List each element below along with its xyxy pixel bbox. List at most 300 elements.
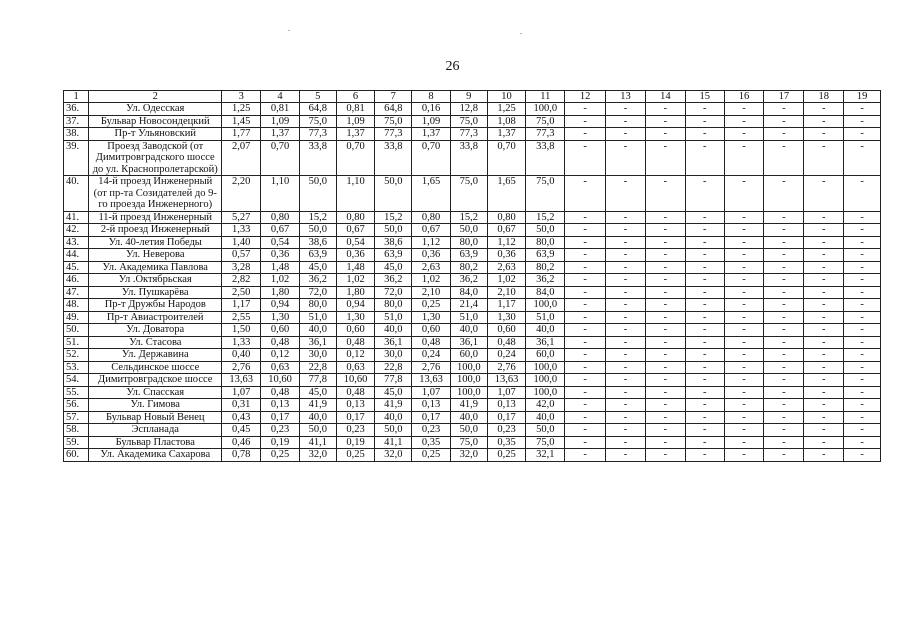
street-name: Бульвар Пластова <box>89 436 222 449</box>
street-name: Ул. Спасская <box>89 386 222 399</box>
value-cell: 0,48 <box>261 386 300 399</box>
value-cell: 60,0 <box>526 349 565 362</box>
value-cell: 1,02 <box>487 274 526 287</box>
empty-cell: - <box>565 261 606 274</box>
empty-cell: - <box>724 411 764 424</box>
empty-cell: - <box>645 399 685 412</box>
empty-cell: - <box>685 324 724 337</box>
table-row <box>64 361 881 374</box>
value-cell: 0,48 <box>412 336 451 349</box>
column-header: 1 <box>64 91 89 103</box>
street-name: Ул. Одесская <box>89 103 222 116</box>
empty-cell: - <box>685 374 724 387</box>
value-cell: 1,02 <box>412 274 451 287</box>
value-cell: 32,0 <box>299 449 336 462</box>
value-cell: 0,36 <box>412 249 451 262</box>
value-cell: 0,13 <box>336 399 375 412</box>
empty-cell: - <box>724 336 764 349</box>
empty-cell: - <box>804 115 844 128</box>
empty-cell: - <box>764 436 804 449</box>
value-cell: 1,09 <box>261 115 300 128</box>
column-header: 10 <box>487 91 526 103</box>
empty-cell: - <box>645 236 685 249</box>
empty-cell: - <box>804 211 844 224</box>
value-cell: 0,23 <box>261 424 300 437</box>
value-cell: 64,8 <box>375 103 412 116</box>
value-cell: 1,09 <box>336 115 375 128</box>
value-cell: 0,63 <box>261 361 300 374</box>
empty-cell: - <box>764 274 804 287</box>
empty-cell: - <box>804 411 844 424</box>
value-cell: 75,0 <box>299 115 336 128</box>
value-cell: 41,9 <box>299 399 336 412</box>
empty-cell: - <box>844 449 881 462</box>
row-number: 47. <box>64 286 89 299</box>
value-cell: 45,0 <box>375 261 412 274</box>
value-cell: 2,76 <box>222 361 261 374</box>
empty-cell: - <box>844 299 881 312</box>
empty-cell: - <box>565 299 606 312</box>
empty-cell: - <box>685 299 724 312</box>
value-cell: 41,1 <box>299 436 336 449</box>
value-cell: 1,10 <box>336 176 375 212</box>
value-cell: 63,9 <box>526 249 565 262</box>
empty-cell: - <box>606 236 646 249</box>
empty-cell: - <box>724 361 764 374</box>
table-row <box>64 249 881 262</box>
empty-cell: - <box>764 411 804 424</box>
empty-cell: - <box>804 311 844 324</box>
value-cell: 1,40 <box>222 236 261 249</box>
row-number: 36. <box>64 103 89 116</box>
value-cell: 75,0 <box>526 436 565 449</box>
empty-cell: - <box>645 176 685 212</box>
empty-cell: - <box>724 324 764 337</box>
column-header: 4 <box>261 91 300 103</box>
value-cell: 38,6 <box>299 236 336 249</box>
value-cell: 32,0 <box>375 449 412 462</box>
empty-cell: - <box>565 176 606 212</box>
value-cell: 77,8 <box>299 374 336 387</box>
value-cell: 100,0 <box>450 386 487 399</box>
value-cell: 0,70 <box>261 140 300 176</box>
table-row <box>64 299 881 312</box>
value-cell: 0,25 <box>412 299 451 312</box>
empty-cell: - <box>606 411 646 424</box>
street-name: Эспланада <box>89 424 222 437</box>
value-cell: 75,0 <box>375 115 412 128</box>
empty-cell: - <box>844 424 881 437</box>
empty-cell: - <box>804 140 844 176</box>
value-cell: 1,30 <box>261 311 300 324</box>
value-cell: 0,43 <box>222 411 261 424</box>
empty-cell: - <box>606 211 646 224</box>
empty-cell: - <box>685 176 724 212</box>
value-cell: 1,77 <box>222 128 261 141</box>
empty-cell: - <box>724 249 764 262</box>
empty-cell: - <box>685 411 724 424</box>
empty-cell: - <box>645 436 685 449</box>
table-row <box>64 399 881 412</box>
value-cell: 2,10 <box>412 286 451 299</box>
value-cell: 0,13 <box>412 399 451 412</box>
empty-cell: - <box>685 336 724 349</box>
empty-cell: - <box>724 115 764 128</box>
row-number: 45. <box>64 261 89 274</box>
value-cell: 1,25 <box>487 103 526 116</box>
value-cell: 0,17 <box>336 411 375 424</box>
empty-cell: - <box>565 449 606 462</box>
street-name: 14-й проезд Инженерный (от пр-та Созидателей до 9-го проезда Инженерного) <box>89 176 222 212</box>
empty-cell: - <box>724 274 764 287</box>
value-cell: 0,48 <box>261 336 300 349</box>
empty-cell: - <box>724 374 764 387</box>
value-cell: 50,0 <box>299 424 336 437</box>
value-cell: 100,0 <box>526 386 565 399</box>
value-cell: 2,20 <box>222 176 261 212</box>
empty-cell: - <box>844 436 881 449</box>
empty-cell: - <box>844 274 881 287</box>
value-cell: 33,8 <box>299 140 336 176</box>
table-header-row <box>64 91 881 103</box>
row-number: 54. <box>64 374 89 387</box>
value-cell: 36,1 <box>299 336 336 349</box>
empty-cell: - <box>645 103 685 116</box>
table-row <box>64 411 881 424</box>
value-cell: 0,54 <box>261 236 300 249</box>
empty-cell: - <box>565 140 606 176</box>
value-cell: 0,36 <box>261 249 300 262</box>
value-cell: 0,19 <box>261 436 300 449</box>
street-name: Димитровградское шоссе <box>89 374 222 387</box>
empty-cell: - <box>724 436 764 449</box>
empty-cell: - <box>685 115 724 128</box>
column-header: 17 <box>764 91 804 103</box>
value-cell: 77,3 <box>375 128 412 141</box>
empty-cell: - <box>606 424 646 437</box>
row-number: 53. <box>64 361 89 374</box>
empty-cell: - <box>565 374 606 387</box>
row-number: 51. <box>64 336 89 349</box>
value-cell: 15,2 <box>526 211 565 224</box>
value-cell: 0,24 <box>487 349 526 362</box>
value-cell: 1,12 <box>487 236 526 249</box>
column-header: 7 <box>375 91 412 103</box>
column-header: 12 <box>565 91 606 103</box>
street-name: Ул. Пушкарёва <box>89 286 222 299</box>
empty-cell: - <box>844 324 881 337</box>
table-row <box>64 286 881 299</box>
value-cell: 2,50 <box>222 286 261 299</box>
value-cell: 51,0 <box>299 311 336 324</box>
empty-cell: - <box>645 249 685 262</box>
value-cell: 0,35 <box>412 436 451 449</box>
row-number: 50. <box>64 324 89 337</box>
value-cell: 0,60 <box>336 324 375 337</box>
empty-cell: - <box>844 128 881 141</box>
value-cell: 32,0 <box>450 449 487 462</box>
value-cell: 13,63 <box>222 374 261 387</box>
empty-cell: - <box>565 103 606 116</box>
empty-cell: - <box>804 399 844 412</box>
empty-cell: - <box>645 128 685 141</box>
value-cell: 1,30 <box>487 311 526 324</box>
row-number: 43. <box>64 236 89 249</box>
value-cell: 1,07 <box>487 386 526 399</box>
empty-cell: - <box>844 399 881 412</box>
empty-cell: - <box>606 140 646 176</box>
value-cell: 1,37 <box>412 128 451 141</box>
value-cell: 45,0 <box>299 261 336 274</box>
empty-cell: - <box>685 399 724 412</box>
table-row <box>64 324 881 337</box>
value-cell: 50,0 <box>375 424 412 437</box>
value-cell: 50,0 <box>375 176 412 212</box>
value-cell: 0,48 <box>336 336 375 349</box>
value-cell: 0,60 <box>487 324 526 337</box>
value-cell: 36,2 <box>375 274 412 287</box>
table-row <box>64 261 881 274</box>
value-cell: 75,0 <box>450 115 487 128</box>
row-number: 48. <box>64 299 89 312</box>
row-number: 60. <box>64 449 89 462</box>
value-cell: 50,0 <box>450 224 487 237</box>
row-number: 55. <box>64 386 89 399</box>
value-cell: 22,8 <box>299 361 336 374</box>
empty-cell: - <box>565 128 606 141</box>
value-cell: 100,0 <box>526 361 565 374</box>
value-cell: 2,10 <box>487 286 526 299</box>
value-cell: 63,9 <box>299 249 336 262</box>
empty-cell: - <box>724 140 764 176</box>
value-cell: 80,0 <box>375 299 412 312</box>
value-cell: 0,24 <box>412 349 451 362</box>
empty-cell: - <box>844 374 881 387</box>
empty-cell: - <box>685 424 724 437</box>
value-cell: 77,3 <box>299 128 336 141</box>
value-cell: 0,23 <box>487 424 526 437</box>
column-header: 16 <box>724 91 764 103</box>
empty-cell: - <box>764 311 804 324</box>
value-cell: 0,48 <box>336 386 375 399</box>
empty-cell: - <box>645 361 685 374</box>
empty-cell: - <box>685 224 724 237</box>
empty-cell: - <box>685 286 724 299</box>
value-cell: 50,0 <box>526 424 565 437</box>
empty-cell: - <box>565 236 606 249</box>
empty-cell: - <box>685 211 724 224</box>
value-cell: 0,94 <box>336 299 375 312</box>
value-cell: 1,10 <box>261 176 300 212</box>
roads-table <box>63 90 881 462</box>
value-cell: 0,12 <box>261 349 300 362</box>
column-header: 3 <box>222 91 261 103</box>
value-cell: 1,80 <box>336 286 375 299</box>
empty-cell: - <box>685 274 724 287</box>
value-cell: 2,07 <box>222 140 261 176</box>
value-cell: 0,80 <box>336 211 375 224</box>
value-cell: 75,0 <box>450 436 487 449</box>
empty-cell: - <box>606 386 646 399</box>
value-cell: 0,25 <box>412 449 451 462</box>
column-header: 5 <box>299 91 336 103</box>
empty-cell: - <box>764 176 804 212</box>
empty-cell: - <box>685 140 724 176</box>
empty-cell: - <box>804 361 844 374</box>
empty-cell: - <box>764 336 804 349</box>
value-cell: 1,48 <box>261 261 300 274</box>
value-cell: 40,0 <box>299 411 336 424</box>
empty-cell: - <box>804 436 844 449</box>
empty-cell: - <box>804 274 844 287</box>
value-cell: 0,13 <box>487 399 526 412</box>
value-cell: 2,63 <box>487 261 526 274</box>
empty-cell: - <box>724 211 764 224</box>
table-row <box>64 449 881 462</box>
empty-cell: - <box>724 399 764 412</box>
table-row <box>64 349 881 362</box>
value-cell: 0,70 <box>336 140 375 176</box>
value-cell: 1,33 <box>222 336 261 349</box>
value-cell: 60,0 <box>450 349 487 362</box>
empty-cell: - <box>764 299 804 312</box>
empty-cell: - <box>565 274 606 287</box>
value-cell: 36,2 <box>450 274 487 287</box>
value-cell: 22,8 <box>375 361 412 374</box>
empty-cell: - <box>606 374 646 387</box>
row-number: 44. <box>64 249 89 262</box>
table-row <box>64 103 881 116</box>
street-name: Сельдинское шоссе <box>89 361 222 374</box>
value-cell: 0,46 <box>222 436 261 449</box>
empty-cell: - <box>685 386 724 399</box>
value-cell: 5,27 <box>222 211 261 224</box>
empty-cell: - <box>606 115 646 128</box>
empty-cell: - <box>764 115 804 128</box>
street-name: Ул. Доватора <box>89 324 222 337</box>
value-cell: 77,3 <box>526 128 565 141</box>
empty-cell: - <box>804 424 844 437</box>
value-cell: 0,17 <box>412 411 451 424</box>
value-cell: 2,76 <box>487 361 526 374</box>
value-cell: 0,13 <box>261 399 300 412</box>
value-cell: 80,2 <box>450 261 487 274</box>
empty-cell: - <box>565 211 606 224</box>
scan-speck <box>520 33 522 34</box>
street-name: Пр-т Ульяновский <box>89 128 222 141</box>
empty-cell: - <box>804 299 844 312</box>
row-number: 56. <box>64 399 89 412</box>
empty-cell: - <box>685 349 724 362</box>
empty-cell: - <box>685 103 724 116</box>
empty-cell: - <box>565 436 606 449</box>
value-cell: 1,07 <box>412 386 451 399</box>
value-cell: 0,23 <box>412 424 451 437</box>
empty-cell: - <box>844 261 881 274</box>
value-cell: 15,2 <box>450 211 487 224</box>
value-cell: 75,0 <box>526 176 565 212</box>
value-cell: 1,80 <box>261 286 300 299</box>
empty-cell: - <box>724 424 764 437</box>
empty-cell: - <box>724 449 764 462</box>
empty-cell: - <box>565 249 606 262</box>
empty-cell: - <box>645 449 685 462</box>
value-cell: 100,0 <box>526 299 565 312</box>
empty-cell: - <box>804 261 844 274</box>
column-header: 14 <box>645 91 685 103</box>
value-cell: 0,25 <box>261 449 300 462</box>
value-cell: 80,0 <box>526 236 565 249</box>
value-cell: 0,81 <box>261 103 300 116</box>
value-cell: 0,57 <box>222 249 261 262</box>
empty-cell: - <box>606 249 646 262</box>
empty-cell: - <box>804 349 844 362</box>
row-number: 41. <box>64 211 89 224</box>
value-cell: 0,16 <box>412 103 451 116</box>
value-cell: 13,63 <box>487 374 526 387</box>
value-cell: 2,76 <box>412 361 451 374</box>
value-cell: 15,2 <box>299 211 336 224</box>
empty-cell: - <box>844 286 881 299</box>
value-cell: 40,0 <box>450 324 487 337</box>
value-cell: 0,17 <box>261 411 300 424</box>
table-row <box>64 236 881 249</box>
value-cell: 0,54 <box>336 236 375 249</box>
empty-cell: - <box>764 103 804 116</box>
empty-cell: - <box>645 374 685 387</box>
value-cell: 0,70 <box>412 140 451 176</box>
empty-cell: - <box>685 261 724 274</box>
empty-cell: - <box>724 311 764 324</box>
value-cell: 1,65 <box>487 176 526 212</box>
value-cell: 1,65 <box>412 176 451 212</box>
empty-cell: - <box>645 140 685 176</box>
empty-cell: - <box>606 261 646 274</box>
value-cell: 12,8 <box>450 103 487 116</box>
value-cell: 2,82 <box>222 274 261 287</box>
empty-cell: - <box>606 274 646 287</box>
table-row <box>64 274 881 287</box>
empty-cell: - <box>565 224 606 237</box>
empty-cell: - <box>565 399 606 412</box>
street-name: Пр-т Дружбы Народов <box>89 299 222 312</box>
empty-cell: - <box>764 386 804 399</box>
value-cell: 64,8 <box>299 103 336 116</box>
value-cell: 1,33 <box>222 224 261 237</box>
table-row <box>64 128 881 141</box>
street-name: Ул. Державина <box>89 349 222 362</box>
value-cell: 50,0 <box>450 424 487 437</box>
empty-cell: - <box>606 399 646 412</box>
empty-cell: - <box>844 140 881 176</box>
value-cell: 45,0 <box>375 386 412 399</box>
empty-cell: - <box>606 224 646 237</box>
empty-cell: - <box>764 224 804 237</box>
empty-cell: - <box>844 249 881 262</box>
value-cell: 1,12 <box>412 236 451 249</box>
value-cell: 40,0 <box>526 411 565 424</box>
empty-cell: - <box>804 249 844 262</box>
empty-cell: - <box>764 128 804 141</box>
value-cell: 63,9 <box>375 249 412 262</box>
row-number: 49. <box>64 311 89 324</box>
street-name: Бульвар Новый Венец <box>89 411 222 424</box>
empty-cell: - <box>804 449 844 462</box>
empty-cell: - <box>804 324 844 337</box>
value-cell: 0,63 <box>336 361 375 374</box>
empty-cell: - <box>804 128 844 141</box>
value-cell: 36,2 <box>299 274 336 287</box>
